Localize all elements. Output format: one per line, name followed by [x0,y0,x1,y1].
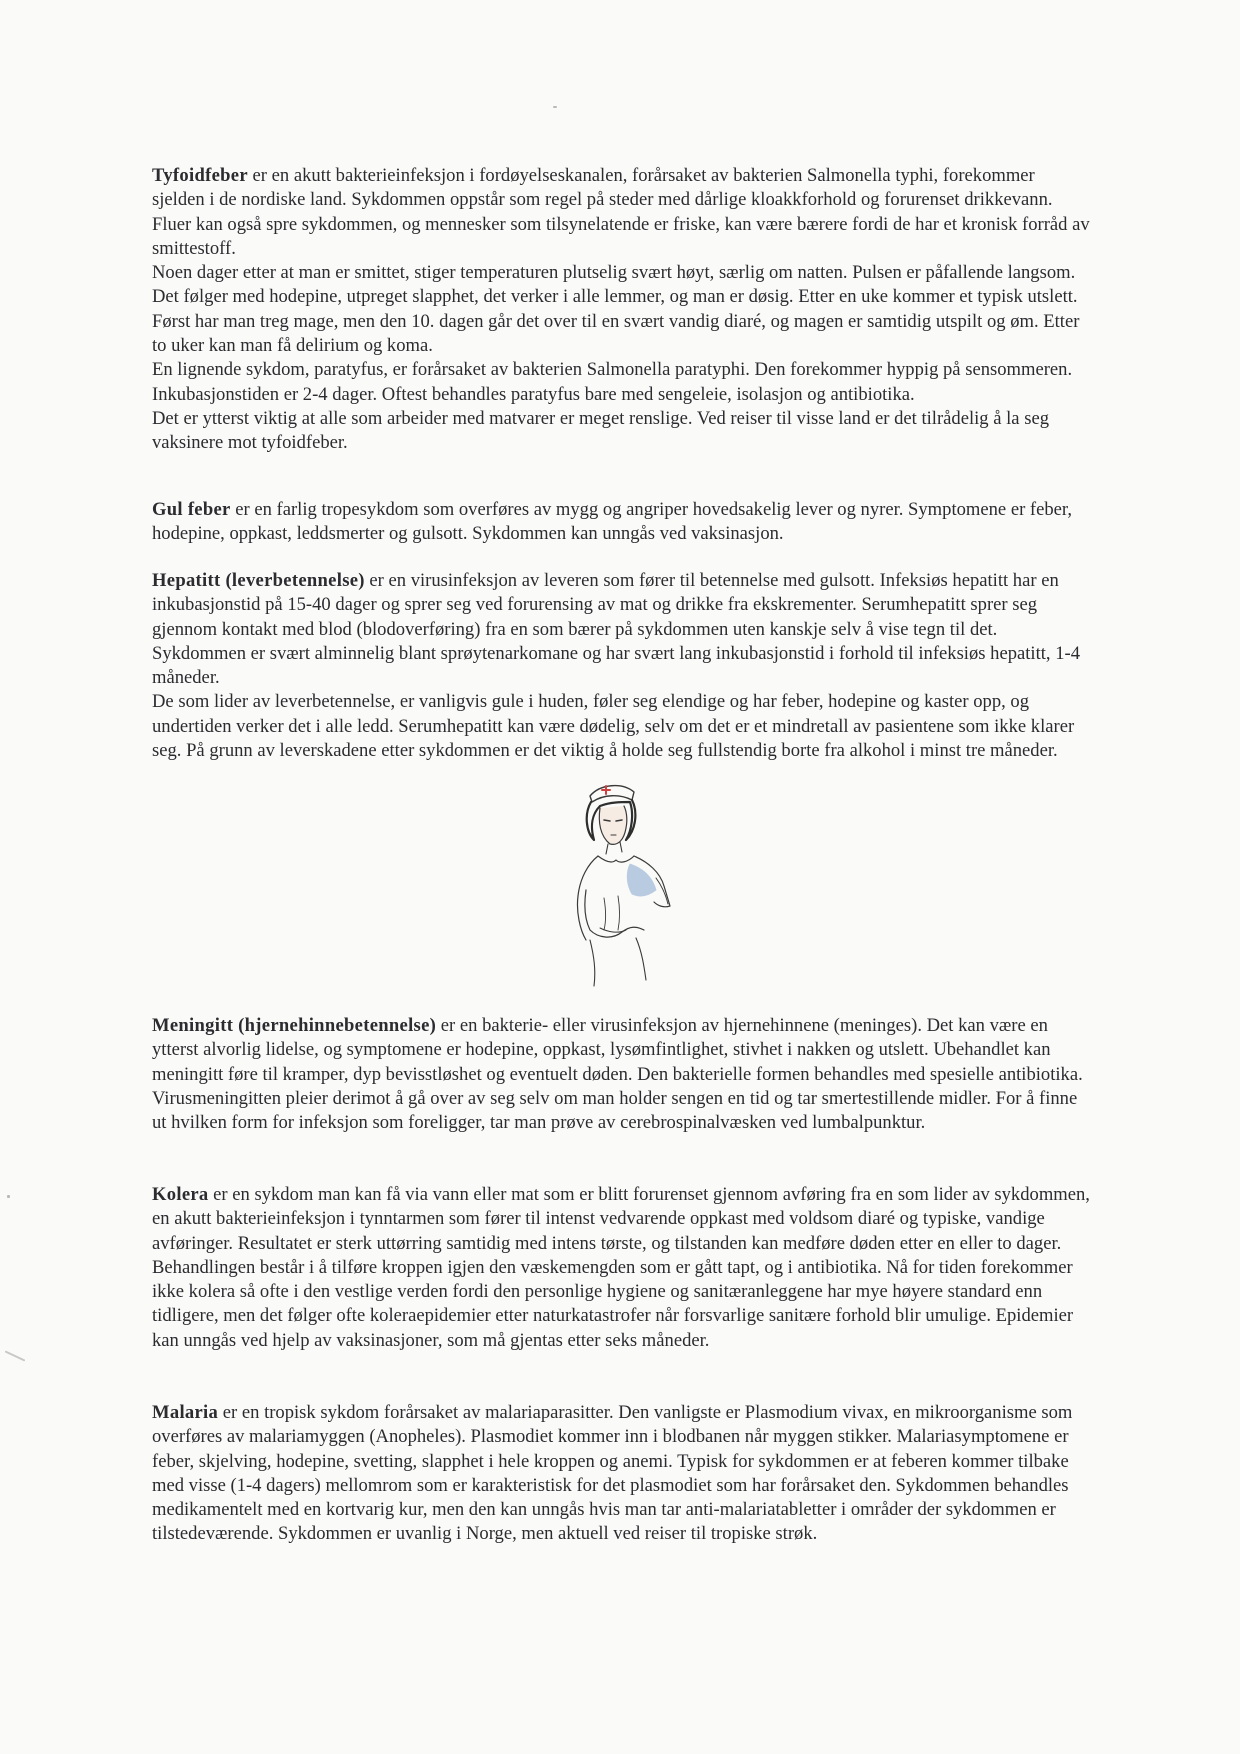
term-heading: Malaria [152,1402,219,1423]
scan-speck [7,1195,10,1198]
term-heading: Hepatitt (leverbetennelse) [152,570,365,591]
term-heading: Gul feber [152,499,231,520]
section-gul-feber [152,498,1092,547]
nurse-illustration [560,780,700,995]
paragraph [152,164,1092,261]
section-meningitt [152,1014,1092,1135]
paragraph: Noen dager etter at man er smittet, stiger temperaturen plutselig svært høyt, særlig om natten. Pulsen er påfallende langsom. Det følger med hodepine, utpreget slapphet, det verker i alle lemmer, og man er døsig. Etter en uke kommer et typisk utslett. Først har man treg mage, men den 10. dagen går det over til en svært vandig diaré, og magen er samtidig utspilt og øm. Etter to uker kan man få delirium og koma. [152,262,1080,357]
paragraph-text: er en tropisk sykdom forårsaket av malariaparasitter. Den vanligste er Plasmodium vivax, en mikroorganisme som overføres av malariamyggen (Anopheles). Plasmodiet kommer inn i blodbanen når myggen stikker. Malariasymptomene er feber, skjelving, hodepine, svetting, slapphet i hele kroppen og anemi. Typisk for sykdommen er at feberen kommer tilbake med visse (1-4 dagers) mellomrom som er karakteristisk for det plasmodiet som har forårsaket den. Sykdommen behandles medikamentelt med en kortvarig kur, men den kan unngås hvis man tar anti-malariatabletter i områder der sykdommen er tilstedeværende. Sykdommen er uvanlig i Norge, men aktuell ved reiser til tropiske strøk. [152,1402,1073,1545]
nurse-figure [577,786,670,986]
scan-speck [553,106,557,108]
section-malaria [152,1401,1092,1547]
section-kolera [152,1183,1092,1353]
term-heading: Kolera [152,1184,209,1205]
paragraph [152,1183,1092,1353]
term-heading: Meningitt (hjernehinnebetennelse) [152,1015,437,1036]
section-tyfoidfeber [152,164,1092,456]
paragraph: De som lider av leverbetennelse, er vanligvis gule i huden, føler seg elendige og har feber, hodepine og kaster opp, og undertiden verker det i alle ledd. Serumhepatitt kan være dødelig, selv om det er et mindretall av pasientene som ikke klarer seg. På grunn av leverskadene etter sykdommen er det viktig å holde seg fullstendig borte fra alkohol i minst tre måneder. [152,691,1075,762]
paragraph-text: er en akutt bakterieinfeksjon i fordøyelseskanalen, forårsaket av bakterien Salmonella typhi, forekommer sjelden i de nordiske land. Sykdommen oppstår som regel på steder med dårlige kloakkforhold og forurenset drikkevann. Fluer kan også spre sykdommen, og mennesker som tilsynelatende er friske, kan være bærere fordi de har et kronisk forråd av smittestoff. [152,165,1090,259]
section-hepatitt [152,569,1092,763]
paragraph-text: er en virusinfeksjon av leveren som fører til betennelse med gulsott. Infeksiøs hepatitt har en inkubasjonstid på 15-40 dager og sprer seg ved forurensing av mat og drikke fra ekskrementer. Serumhepatitt sprer seg gjennom kontakt med blod (blodoverføring) fra en som bærer på sykdommen uten kanskje selv å vise tegn til det. Sykdommen er svært alminnelig blant sprøytenarkomane og har svært lang inkubasjonstid i forhold til infeksiøs hepatitt, 1-4 måneder. [152,570,1080,689]
term-heading: Tyfoidfeber [152,165,248,186]
paragraph [152,1014,1092,1135]
paragraph-text: er en bakterie- eller virusinfeksjon av hjernehinnene (meninges). Det kan være en ytterst alvorlig lidelse, og symptomene er hodepine, oppkast, lysømfintlighet, stivhet i nakken og utslett. Ubehandlet kan meningitt føre til kramper, dyp bevisstløshet og eventuelt døden. Den bakterielle formen behandles med spesielle antibiotika. Virusmeningitten pleier derimot å gå over av seg selv om man holder sengen en tid og tar smertestillende midler. For å finne ut hvilken form for infeksjon som foreligger, tar man prøve av cerebrospinalvæsken ved lumbalpunktur. [152,1015,1083,1134]
scan-speck [5,1350,26,1361]
paragraph: Det er ytterst viktig at alle som arbeider med matvarer er meget renslige. Ved reiser til visse land er det tilrådelig å la seg vaksinere mot tyfoidfeber. [152,407,1049,454]
paragraph-text: er en sykdom man kan få via vann eller mat som er blitt forurenset gjennom avføring fra en som lider av sykdommen, en akutt bakterieinfeksjon i tynntarmen som fører til intenst vedvarende oppkast med voldsom diaré og typiske, vandige avføringer. Resultatet er sterk uttørring samtidig med intens tørste, og tilstanden kan medføre døden etter en eller to dager. Behandlingen består i å tilføre kroppen igjen den væskemengden som er gått tapt, og i antibiotika. Nå for tiden forekommer ikke kolera så ofte i den vestlige verden fordi den personlige hygiene og sanitæranleggene har mye høyere standard enn tidligere, men det følger ofte koleraepidemier etter naturkatastrofer når forsvarlige sanitære forhold blir umulige. Epidemier kan unngås ved hjelp av vaksinasjoner, som må gjentas etter seks måneder. [152,1184,1090,1351]
paragraph-text: er en farlig tropesykdom som overføres av mygg og angriper hovedsakelig lever og nyrer. Symptomene er feber, hodepine, oppkast, leddsmerter og gulsott. Sykdommen kan unngås ved vaksinasjon. [152,499,1073,545]
paragraph [152,498,1092,547]
paragraph: En lignende sykdom, paratyfus, er forårsaket av bakterien Salmonella paratyphi. Den forekommer hyppig på sensommeren. Inkubasjonstiden er 2-4 dager. Oftest behandles paratyfus bare med sengeleie, isolasjon og antibiotika. [152,359,1073,405]
paragraph [152,569,1092,690]
paragraph [152,1401,1092,1547]
